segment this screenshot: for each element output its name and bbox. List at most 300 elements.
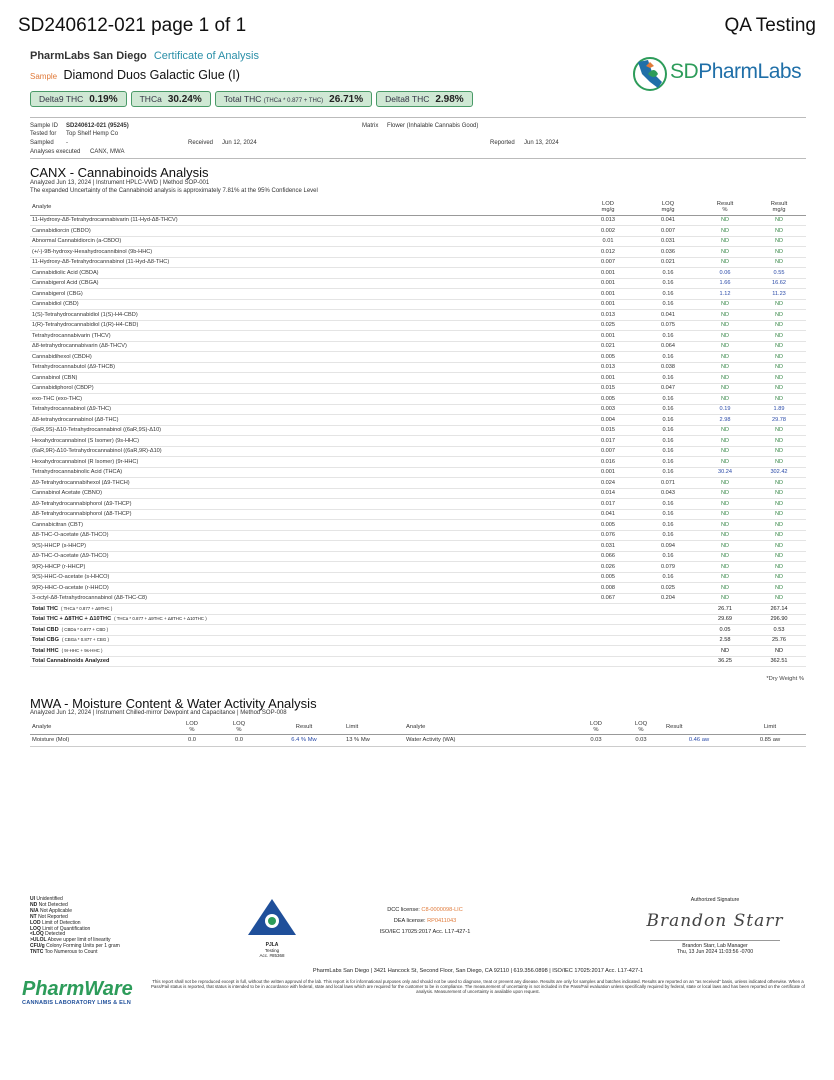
cell-value: 0.005 <box>578 572 638 583</box>
table-row <box>30 530 806 541</box>
cell-value: 0.001 <box>578 299 638 310</box>
pill-delta9-thc: Delta9 THC 0.19% <box>30 91 127 107</box>
cell-value: 2.98 <box>698 415 752 426</box>
cell-value: 0.06 <box>698 268 752 279</box>
cell-value: 0.001 <box>578 289 638 300</box>
table-row <box>30 247 806 258</box>
table-row <box>30 383 806 394</box>
pharmware-tagline: CANNABIS LABORATORY LIMS & ELN <box>22 1000 131 1006</box>
total-row <box>30 656 806 667</box>
pjla-sub: Testing <box>264 948 280 953</box>
analyte-name: Tetrahydrocannabinol (Δ9-THC) <box>30 404 578 415</box>
cell-value: ND <box>698 362 752 373</box>
column-header: Analyte <box>30 199 578 215</box>
cell-value: 0.16 <box>638 572 698 583</box>
divider <box>30 117 806 118</box>
table-row <box>30 215 806 226</box>
cell-value: 0.024 <box>578 478 638 489</box>
cell-value: ND <box>752 562 806 573</box>
cell-value: ND <box>752 394 806 405</box>
analyte-name: (6aR,9S)-Δ10-Tetrahydrocannabinol ((6aR,9S)-Δ10) <box>30 425 578 436</box>
cell-value: 0.204 <box>638 593 698 604</box>
cell-value: 0.067 <box>578 593 638 604</box>
cell-value: ND <box>752 593 806 604</box>
analyte-name: Moisture (MoI) <box>30 734 170 746</box>
cell-value: 0.16 <box>638 446 698 457</box>
table-row <box>30 436 806 447</box>
handwritten-signature: Brandon Starr <box>646 911 784 931</box>
legend-item: <LOQ Detected <box>30 931 66 938</box>
lab-name: PharmLabs San Diego <box>30 50 147 62</box>
analyte-name: Δ8-tetrahydrocannabinol (Δ8-THC) <box>30 415 578 426</box>
cell-value: 0.001 <box>578 268 638 279</box>
cell-value: 0.017 <box>578 499 638 510</box>
cell-value: ND <box>698 541 752 552</box>
legend-item: TNTC Too Numerous to Count <box>30 949 98 956</box>
document-type: Certificate of Analysis <box>153 50 259 62</box>
header-right-label: QA Testing <box>724 15 816 36</box>
cell-value: 0.16 <box>638 278 698 289</box>
cell-value: 0.001 <box>578 331 638 342</box>
potency-summary <box>30 91 473 107</box>
cell-value <box>638 614 698 625</box>
table-row <box>30 562 806 573</box>
cell-value <box>638 656 698 667</box>
abbreviation-legend <box>30 897 120 956</box>
total-mg: 25.76 <box>752 635 806 646</box>
cell-value: 0.16 <box>638 425 698 436</box>
table-row <box>30 551 806 562</box>
cell-value: ND <box>752 257 806 268</box>
cell-value <box>638 646 698 657</box>
legend-item: CFU/g Colony Forming Units per 1 gram <box>30 943 120 950</box>
pjla-logo-icon <box>246 897 298 937</box>
cell-value: 0.016 <box>578 457 638 468</box>
cell-value: 0.0 <box>170 734 214 746</box>
cell-value: ND <box>752 488 806 499</box>
table-row <box>30 289 806 300</box>
column-header: LOD % <box>170 720 214 734</box>
cell-value: ND <box>752 436 806 447</box>
cell-value: ND <box>698 530 752 541</box>
cell-value: 13 % Mw <box>344 734 404 746</box>
dcc-license: DCC license: C8-0000098-LIC <box>387 907 463 913</box>
analyte-name: Cannabigerol Acid (CBGA) <box>30 278 578 289</box>
pill-thca: THCa 30.24% <box>131 91 211 107</box>
pill-delta8-thc: Delta8 THC 2.98% <box>376 91 473 107</box>
cell-value: 0.031 <box>638 236 698 247</box>
cell-value: ND <box>698 520 752 531</box>
analyte-name: 1(S)-Tetrahydrocannabidiol (1(S)-H4-CBD) <box>30 310 578 321</box>
pharmware-logo <box>22 978 132 1010</box>
total-percent: 2.58 <box>698 635 752 646</box>
cell-value: 0.16 <box>638 289 698 300</box>
column-header: Analyte <box>30 720 170 734</box>
cell-value: 16.62 <box>752 278 806 289</box>
cell-value: 30.24 <box>698 467 752 478</box>
total-mg: 362.51 <box>752 656 806 667</box>
cell-value: 0.079 <box>638 562 698 573</box>
cell-value: ND <box>698 331 752 342</box>
sample-label: Sample <box>30 72 58 81</box>
column-header: Analyte <box>404 720 574 734</box>
cell-value: 0.076 <box>578 530 638 541</box>
cell-value: 0.064 <box>638 341 698 352</box>
total-row <box>30 646 806 657</box>
cell-value <box>638 635 698 646</box>
cell-value: ND <box>698 488 752 499</box>
analyte-name: 3-octyl-Δ8-Tetrahydrocannabinol (Δ8-THC-C8) <box>30 593 578 604</box>
analyte-name: (6aR,9R)-Δ10-Tetrahydrocannabinol ((6aR,9R)-Δ10) <box>30 446 578 457</box>
cell-value: 0.041 <box>638 310 698 321</box>
divider <box>30 158 806 159</box>
table-row <box>30 278 806 289</box>
cell-value: ND <box>752 236 806 247</box>
cell-value: ND <box>752 520 806 531</box>
cell-value: 0.043 <box>638 488 698 499</box>
table-row <box>30 593 806 604</box>
total-percent: ND <box>698 646 752 657</box>
table-row <box>30 488 806 499</box>
cell-value: 0.002 <box>578 226 638 237</box>
signature-block <box>640 897 790 955</box>
cell-value: 1.12 <box>698 289 752 300</box>
table-header-row <box>30 199 806 215</box>
cell-value: ND <box>698 572 752 583</box>
analyte-name: Cannabinol Acetate (CBNO) <box>30 488 578 499</box>
column-header: Result <box>264 720 344 734</box>
cell-value: 0.005 <box>578 394 638 405</box>
total-label: Total THC ( THCa * 0.877 + Δ9THC ) <box>30 604 578 615</box>
total-row <box>30 625 806 636</box>
cell-value: 0.16 <box>638 394 698 405</box>
cell-value: 302.42 <box>752 467 806 478</box>
cell-value: 0.025 <box>578 320 638 331</box>
cell-value: 0.041 <box>578 509 638 520</box>
cell-value: ND <box>698 583 752 594</box>
pjla-acc: Acc. #85368 <box>259 953 285 958</box>
cell-value: 0.031 <box>578 541 638 552</box>
iso-accreditation: ISO/IEC 17025:2017 Acc. L17-427-1 <box>379 929 471 935</box>
cell-value: 0.071 <box>638 478 698 489</box>
cell-value: ND <box>698 236 752 247</box>
cell-value: 0.16 <box>638 299 698 310</box>
cell-value: ND <box>752 541 806 552</box>
cell-value: 0.008 <box>578 583 638 594</box>
cell-value: 0.015 <box>578 383 638 394</box>
cell-value: ND <box>752 425 806 436</box>
cell-value: 0.19 <box>698 404 752 415</box>
table-row <box>30 341 806 352</box>
cell-value: 0.001 <box>578 278 638 289</box>
legend-item: >ULOL Above upper limit of linearity <box>30 937 111 944</box>
analyte-name: 9(S)-HHC-O-acetate (s-HHCO) <box>30 572 578 583</box>
logo-text: SDPharmLabs <box>670 60 802 83</box>
mwa-title: MWA - Moisture Content & Water Activity Analysis <box>30 696 317 711</box>
cell-value: 0.014 <box>578 488 638 499</box>
analyte-name: Cannabidiphorol (CBDP) <box>30 383 578 394</box>
cell-value: 0.013 <box>578 362 638 373</box>
info-row-4: Analyses executed CANX, MWA <box>30 149 125 155</box>
mwa-row <box>30 734 806 746</box>
moisture-table <box>30 720 806 747</box>
total-row <box>30 614 806 625</box>
cell-value: ND <box>698 478 752 489</box>
analyte-name: 9(R)-HHCP (r-HHCP) <box>30 562 578 573</box>
cell-value: ND <box>752 362 806 373</box>
cell-value: ND <box>752 320 806 331</box>
analyte-name: Cannabigerol (CBG) <box>30 289 578 300</box>
table-row <box>30 541 806 552</box>
analyte-name: Hexahydrocannabinol (R Isomer) (9r-HHC) <box>30 457 578 468</box>
legend-item: NT Not Reported <box>30 913 68 920</box>
column-header: Result % <box>698 199 752 215</box>
info-row-3: Sampled - Received Jun 12, 2024 Reported Jun 13, 2024 <box>30 140 559 146</box>
sample-name: Diamond Duos Galactic Glue (I) <box>63 68 240 82</box>
analyte-name: Tetrahydrocannabivarin (THCV) <box>30 331 578 342</box>
cell-value: 0.03 <box>618 734 664 746</box>
cell-value: 0.16 <box>638 352 698 363</box>
cell-value: ND <box>752 352 806 363</box>
cell-value: 29.78 <box>752 415 806 426</box>
cell-value: 0.013 <box>578 310 638 321</box>
cell-value: 0.075 <box>638 320 698 331</box>
total-mg: 0.53 <box>752 625 806 636</box>
cell-value: ND <box>752 572 806 583</box>
cell-value: 0.16 <box>638 499 698 510</box>
cell-value <box>578 646 638 657</box>
sdpharmlabs-logo <box>628 52 808 98</box>
cell-value: 0.16 <box>638 467 698 478</box>
total-row <box>30 635 806 646</box>
pill-total-thc: Total THC (THCa * 0.877 + THC) 26.71% <box>215 91 372 107</box>
table-row <box>30 583 806 594</box>
license-block <box>350 905 500 938</box>
cell-value: ND <box>752 299 806 310</box>
table-row <box>30 394 806 405</box>
legend-item: ND Not Detected <box>30 901 68 908</box>
total-percent: 26.71 <box>698 604 752 615</box>
cell-value: ND <box>752 583 806 594</box>
cell-value: 0.0 <box>214 734 264 746</box>
table-row <box>30 478 806 489</box>
cell-value: 0.03 <box>574 734 618 746</box>
table-row <box>30 457 806 468</box>
cell-value: 1.89 <box>752 404 806 415</box>
table-row <box>30 425 806 436</box>
table-row <box>30 509 806 520</box>
cell-value: ND <box>698 310 752 321</box>
analyte-name: Hexahydrocannabinol (S Isomer) (9s-HHC) <box>30 436 578 447</box>
cell-value: 0.001 <box>578 373 638 384</box>
analyte-name: Δ8-THC-O-acetate (Δ8-THCO) <box>30 530 578 541</box>
dea-license: DEA license: RP0411043 <box>393 918 457 924</box>
table-row <box>30 310 806 321</box>
pjla-accreditation <box>246 897 298 958</box>
column-header: Limit <box>344 720 404 734</box>
cell-value: ND <box>698 457 752 468</box>
cell-value: 0.003 <box>578 404 638 415</box>
cell-value: ND <box>752 247 806 258</box>
column-header: LOD % <box>574 720 618 734</box>
footer-disclaimer: This report shall not be reproduced except in full, without the written approval of the lab. This report is for informational purposes only and should not be used to diagnose, treat or prevent any disease. Results are only for samples and batches indicated. Results are reported on an "as received" basis, unless indicated otherwise. When a Pass/Fail status is reported, that status is intended to be in accordance with federal, state and local laws which are required for the customer to be in compliance. The measurement of uncertainty is not included in the Pass/Fail evaluation unless specifically required by federal, state or local laws and has been reported on the certificate of analysis. Measurement of uncertainty is available upon request. <box>151 979 805 994</box>
cell-value: ND <box>698 394 752 405</box>
cell-value: ND <box>698 257 752 268</box>
analyte-name: Cannabidihexol (CBDH) <box>30 352 578 363</box>
table-row <box>30 236 806 247</box>
analyte-name: Cannabidiolic Acid (CBDA) <box>30 268 578 279</box>
table-row <box>30 320 806 331</box>
analyte-name: 9(S)-HHCP (s-HHCP) <box>30 541 578 552</box>
table-row <box>30 362 806 373</box>
table-row <box>30 520 806 531</box>
column-header: LOQ % <box>618 720 664 734</box>
cell-value: ND <box>698 499 752 510</box>
cell-value: 0.01 <box>578 236 638 247</box>
analyte-name: Δ8-Tetrahydrocannabiphorol (Δ8-THCP) <box>30 509 578 520</box>
total-label: Total THC + Δ8THC + Δ10THC ( THCa * 0.877 + Δ9THC + Δ8THC + Δ10THC ) <box>30 614 578 625</box>
total-percent: 29.69 <box>698 614 752 625</box>
footer-address: PharmLabs San Diego | 3421 Hancock St, Second Floor, San Diego, CA 92110 | 619.356.0898 | ISO/IEC 17025:2017 Acc. L17-427-1 <box>312 968 644 974</box>
cell-value: 0.16 <box>638 268 698 279</box>
table-row <box>30 268 806 279</box>
table-row <box>30 299 806 310</box>
table-row <box>30 446 806 457</box>
column-header: Result mg/g <box>752 199 806 215</box>
analyte-name: exo-THC (exo-THC) <box>30 394 578 405</box>
column-header: LOD mg/g <box>578 199 638 215</box>
total-label: Total HHC ( 9r-HHC + 9s-HHC ) <box>30 646 578 657</box>
cell-value: 1.66 <box>698 278 752 289</box>
analyte-name: Cannabidiorcin (CBDO) <box>30 226 578 237</box>
document-id: SD240612-021 page 1 of 1 <box>18 15 247 36</box>
cell-value: 0.16 <box>638 520 698 531</box>
analyte-name: Abnormal Cannabidiorcin (a-CBDO) <box>30 236 578 247</box>
cell-value: ND <box>698 509 752 520</box>
analyte-name: Δ9-Tetrahydrocannabiphorol (Δ9-THCP) <box>30 499 578 510</box>
cell-value: 0.007 <box>638 226 698 237</box>
analyte-name: 9(R)-HHC-O-acetate (r-HHCO) <box>30 583 578 594</box>
cell-value: ND <box>698 226 752 237</box>
cell-value <box>578 625 638 636</box>
analyte-name: 1(R)-Tetrahydrocannabidiol (1(R)-H4-CBD) <box>30 320 578 331</box>
cell-value: ND <box>698 446 752 457</box>
cell-value: ND <box>752 310 806 321</box>
table-row <box>30 499 806 510</box>
cell-value <box>638 604 698 615</box>
cell-value: 0.007 <box>578 257 638 268</box>
cell-value: ND <box>752 478 806 489</box>
cell-value: ND <box>752 446 806 457</box>
analyte-name: (+/-)-9B-hydroxy-Hexahydrocannibinol (9b-HHC) <box>30 247 578 258</box>
cell-value: 0.001 <box>578 467 638 478</box>
sample-heading <box>30 68 240 82</box>
cell-value: 0.025 <box>638 583 698 594</box>
cell-value: ND <box>698 352 752 363</box>
legend-item: LOQ Limit of Quantification <box>30 925 91 932</box>
analyte-name: Δ9-Tetrahydrocannabihexol (Δ9-THCH) <box>30 478 578 489</box>
cell-value: 0.005 <box>578 352 638 363</box>
cell-value: 0.021 <box>578 341 638 352</box>
analyte-name: Tetrahydrocannabinolic Acid (THCA) <box>30 467 578 478</box>
cannabinoids-table <box>30 199 806 667</box>
total-label: Total Cannabinoids Analyzed <box>30 656 578 667</box>
cell-value: 0.041 <box>638 215 698 226</box>
analyte-name: Cannabinol (CBN) <box>30 373 578 384</box>
legend-item: UI Unidentified <box>30 896 63 902</box>
cell-value: ND <box>752 499 806 510</box>
cell-value: 6.4 % Mw <box>264 734 344 746</box>
table-row <box>30 572 806 583</box>
cell-value: 0.46 aw <box>664 734 734 746</box>
cell-value: 0.55 <box>752 268 806 279</box>
cell-value: 0.021 <box>638 257 698 268</box>
cell-value: ND <box>698 436 752 447</box>
lab-heading <box>30 50 259 62</box>
cell-value <box>578 656 638 667</box>
cell-value: 11.23 <box>752 289 806 300</box>
cell-value: 0.16 <box>638 551 698 562</box>
cell-value: ND <box>752 331 806 342</box>
table-row <box>30 373 806 384</box>
cell-value: 0.004 <box>578 415 638 426</box>
cell-value: 0.036 <box>638 247 698 258</box>
cell-value: 0.038 <box>638 362 698 373</box>
cell-value <box>578 635 638 646</box>
cell-value: ND <box>752 530 806 541</box>
analyte-name: Δ9-THC-O-acetate (Δ9-THCO) <box>30 551 578 562</box>
cell-value: 0.16 <box>638 436 698 447</box>
cell-value: 0.16 <box>638 415 698 426</box>
cell-value: ND <box>752 226 806 237</box>
legend-item: N/A Not Applicable <box>30 907 72 914</box>
total-label: Total CBD ( CBDa * 0.877 + CBD ) <box>30 625 578 636</box>
cell-value: ND <box>752 341 806 352</box>
cell-value: 0.017 <box>578 436 638 447</box>
pharmware-name: PharmWare <box>22 978 133 1000</box>
analyte-name: Cannabicitran (CBT) <box>30 520 578 531</box>
analyte-name: Δ8-tetrahydrocannabivarin (Δ8-THCV) <box>30 341 578 352</box>
cell-value: ND <box>752 457 806 468</box>
cell-value: ND <box>698 247 752 258</box>
total-mg: 296.90 <box>752 614 806 625</box>
cell-value: 0.007 <box>578 446 638 457</box>
table-row <box>30 331 806 342</box>
cell-value <box>638 625 698 636</box>
table-row <box>30 352 806 363</box>
dry-weight-note: *Dry Weight % <box>766 676 804 682</box>
cell-value: ND <box>698 562 752 573</box>
total-mg: ND <box>752 646 806 657</box>
cell-value: 0.16 <box>638 373 698 384</box>
page-header <box>0 0 834 56</box>
mwa-header-row <box>30 720 806 734</box>
california-map-icon <box>628 52 672 96</box>
cell-value: 0.012 <box>578 247 638 258</box>
total-mg: 267.14 <box>752 604 806 615</box>
cell-value: ND <box>752 551 806 562</box>
cell-value: ND <box>698 383 752 394</box>
cell-value: 0.094 <box>638 541 698 552</box>
cell-value: 0.16 <box>638 530 698 541</box>
cell-value: ND <box>752 373 806 384</box>
total-row <box>30 604 806 615</box>
analyte-name: 11-Hydroxy-Δ8-Tetrahydrocannabivarin (11-Hyd-Δ8-THCV) <box>30 215 578 226</box>
canx-analyzed: Analyzed Jun 13, 2024 | Instrument HPLC-VWD | Method SOP-001 <box>30 180 210 186</box>
analyte-name: 11-Hydroxy-Δ8-Tetrahydrocannabinol (11-Hyd-Δ8-THC) <box>30 257 578 268</box>
signature-date: Thu, 13 Jun 2024 11:03:56 -0700 <box>676 949 754 955</box>
canx-title: CANX - Cannabinoids Analysis <box>30 165 209 180</box>
